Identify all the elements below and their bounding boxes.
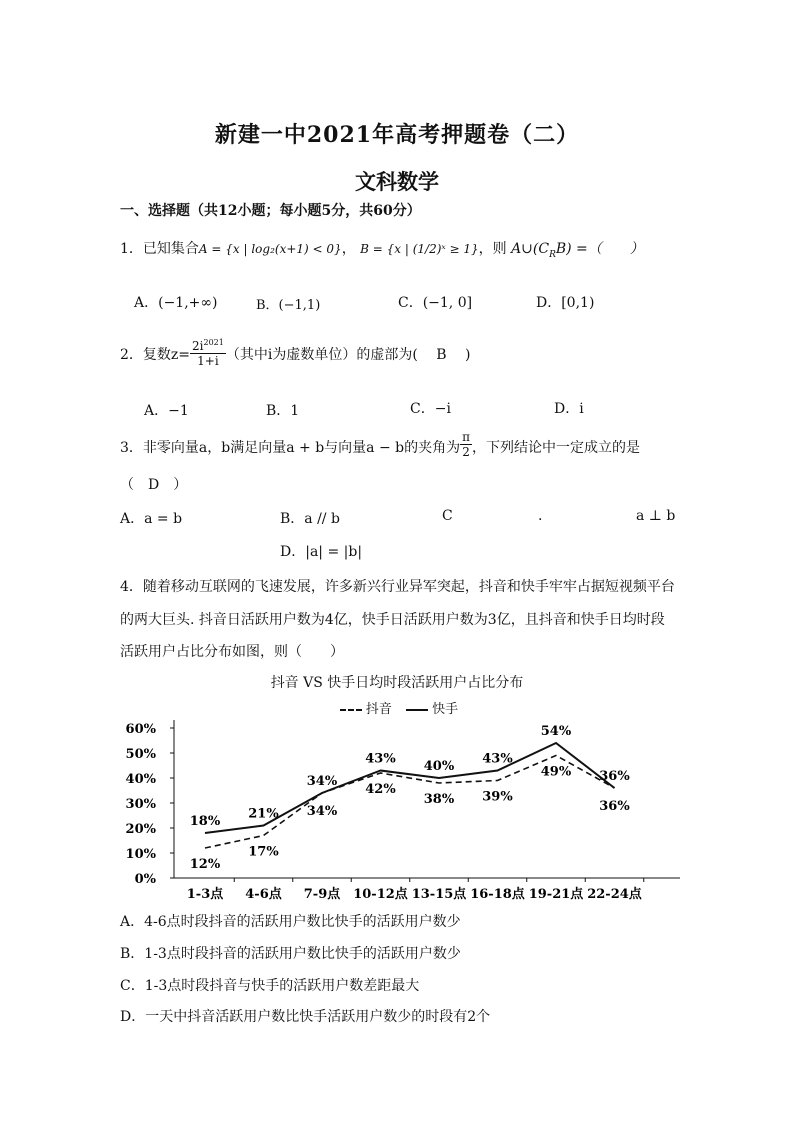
x-tick-label: 10-12点 <box>353 887 408 902</box>
data-label-kuaishou: 36% <box>599 769 630 784</box>
data-label-kuaishou: 54% <box>540 724 572 739</box>
q1-expr-main: A∪(C <box>511 241 550 257</box>
data-label-kuaishou: 21% <box>248 806 279 822</box>
q1-option-b: B．(−1,1) <box>256 298 321 313</box>
q4-stem-line-2: 的两大巨头. 抖音日活跃用户数为4亿，快手日活跃用户数为3亿，且抖音和快手日均时段 <box>120 612 665 628</box>
data-label-kuaishou: 40% <box>423 759 455 774</box>
data-label-douyin: 34% <box>306 804 338 819</box>
data-label-douyin: 38% <box>423 792 455 807</box>
q4-option-d: D．一天中抖音活跃用户数比快手活跃用户数少的时段有2个 <box>120 1009 491 1025</box>
q2-option-d: D．i <box>554 401 584 417</box>
q1-suffix: ，则 <box>478 241 507 257</box>
q1-comma: ， <box>341 241 356 257</box>
section-heading: 一、选择题（共12小题；每小题5分，共60分） <box>120 203 421 219</box>
y-tick-label: 10% <box>125 847 156 862</box>
y-tick-label: 60% <box>125 722 156 737</box>
data-label-kuaishou: 18% <box>189 814 221 829</box>
q1-prefix: 1．已知集合 <box>120 241 199 257</box>
q3-option-d: D．|a| = |b| <box>280 544 363 560</box>
q4-option-b: B．1-3点时段抖音的活跃用户数比快手的活跃用户数少 <box>120 946 461 962</box>
q1-set-b: B = {x | (1/2)ˣ ≥ 1} <box>360 242 479 256</box>
x-tick-label: 4-6点 <box>245 887 282 902</box>
q2-frac-exp: 2021 <box>203 338 224 347</box>
q1-option-a: A．(−1,+∞) <box>134 295 218 311</box>
q2-frac-den: 1+i <box>197 354 219 368</box>
q3-option-c-expr: a ⊥ b <box>636 508 676 524</box>
legend-label-douyin: 抖音 <box>365 702 392 717</box>
q4-stem-line-3: 活跃用户占比分布如图，则（ ） <box>120 644 344 660</box>
q1-expr-end: B) =（ ） <box>555 241 644 257</box>
data-label-kuaishou: 43% <box>365 751 396 767</box>
x-tick-label: 7-9点 <box>303 887 341 902</box>
q2-option-b: B．1 <box>266 403 300 419</box>
y-tick-label: 20% <box>125 822 156 837</box>
q3-answer: （ D ） <box>120 477 188 493</box>
q3-stem-text: 3．非零向量a，b满足向量a + b与向量a − b的夹角为 <box>120 440 461 456</box>
x-tick-label: 13-15点 <box>411 887 467 902</box>
x-tick-label: 22-24点 <box>587 887 642 902</box>
data-label-douyin: 39% <box>482 789 513 805</box>
q1-expr-sub: R <box>549 249 556 260</box>
q1-option-c: C．(−1, 0] <box>398 295 473 311</box>
x-tick-label: 19-21点 <box>528 887 584 902</box>
data-label-douyin: 49% <box>540 764 572 780</box>
q2-frac-num-base: 2i <box>192 339 204 353</box>
q3-pi-den: 2 <box>462 444 470 459</box>
q1-option-d: D．[0,1) <box>536 295 595 311</box>
x-tick-label: 16-18点 <box>470 887 525 902</box>
data-label-douyin: 36% <box>599 799 630 814</box>
exam-title: 新建一中2021年高考押题卷（二） <box>214 122 580 148</box>
y-tick-label: 0% <box>134 872 156 887</box>
q1-set-a: A = {x | log₂(x+1) < 0} <box>198 242 342 256</box>
q4-option-c: C．1-3点时段抖音与快手的活跃用户数差距最大 <box>120 978 420 994</box>
q3-pi-num: π <box>462 429 470 444</box>
chart-title: 抖音 VS 快手日均时段活跃用户占比分布 <box>270 675 524 691</box>
x-tick-label: 1-3点 <box>186 887 224 902</box>
legend-label-kuaishou: 快手 <box>432 702 459 717</box>
data-label-douyin: 17% <box>248 844 279 860</box>
q4-option-a: A．4-6点时段抖音的活跃用户数比快手的活跃用户数少 <box>120 914 461 930</box>
q2-option-a: A．−1 <box>144 403 189 419</box>
q3-option-c-dot: . <box>538 508 543 524</box>
y-tick-label: 40% <box>125 772 156 787</box>
q2-prefix: 2．复数z= <box>120 347 191 363</box>
q2-option-c: C．−i <box>410 401 451 417</box>
y-tick-label: 30% <box>125 797 156 812</box>
exam-subject: 文科数学 <box>355 169 439 194</box>
data-label-douyin: 42% <box>365 782 396 797</box>
y-tick-label: 50% <box>125 747 156 762</box>
q3-stem-end: ，下列结论中一定成立的是 <box>471 440 640 456</box>
q3-option-a: A．a = b <box>120 511 183 527</box>
q3-option-b: B．a // b <box>280 511 340 527</box>
data-label-douyin: 12% <box>189 857 221 872</box>
q4-stem-line-1: 4．随着移动互联网的飞速发展，许多新兴行业异军突起，抖音和快手牢牢占据短视频平台 <box>120 579 675 595</box>
q3-option-c-label: C <box>442 508 453 524</box>
data-label-kuaishou: 43% <box>482 751 513 767</box>
q2-suffix: （其中i为虚数单位）的虚部为( B ) <box>225 347 471 363</box>
data-label-kuaishou: 34% <box>306 774 338 789</box>
